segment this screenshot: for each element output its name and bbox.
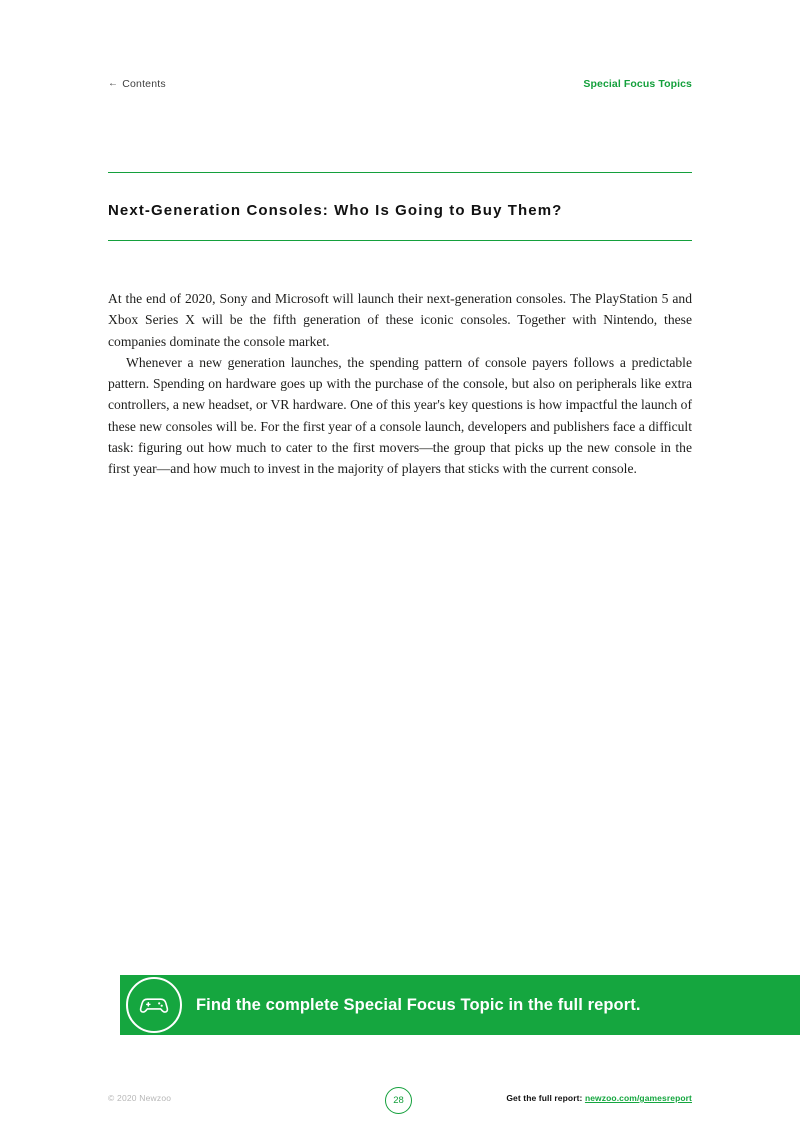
title-rule-bottom [108, 240, 692, 241]
full-report-cta-banner[interactable] [120, 975, 800, 1035]
title-rule-top [108, 172, 692, 173]
cta-label: Find the complete Special Focus Topic in the full report. [196, 995, 641, 1014]
contents-link-label: Contents [122, 78, 166, 90]
paragraph-2: Whenever a new generation launches, the spending pattern of console payers follows a predictable pattern. Spending on hardware goes up with the purchase of the console, but also on peripherals like extra controllers, a new headset, or VR hardware. One of this year's key questions is how impactful the launch of these new consoles will be. For the first year of a console launch, developers and publishers face a difficult task: figuring out how much to cater to the first movers—the group that picks up the new console in the first year—and how much to invest in the majority of players that sticks with the current console. [108, 354, 692, 477]
get-report-link[interactable]: newzoo.com/gamesreport [584, 1093, 692, 1103]
contents-link[interactable] [108, 78, 166, 90]
page-number-badge: 28 [385, 1087, 412, 1114]
section-label: Special Focus Topics [583, 78, 692, 90]
copyright-text: © 2020 Newzoo [108, 1093, 172, 1103]
gamepad-icon [126, 977, 182, 1033]
left-arrow-icon: ← [108, 78, 119, 89]
cta-icon-wrap [124, 977, 184, 1033]
paragraph-1: At the end of 2020, Sony and Microsoft will launch their next-generation consoles. The PlayStation 5 and Xbox Series X will be the fifth generation of these iconic consoles. Together with Nintendo, these companies dominate the console market. [108, 291, 692, 349]
get-report-label: Get the full report: [506, 1093, 583, 1103]
page-header [108, 76, 692, 92]
get-report-footer [506, 1093, 692, 1103]
article-body [108, 288, 692, 480]
page-title: Next-Generation Consoles: Who Is Going to Buy Them? [108, 202, 563, 219]
